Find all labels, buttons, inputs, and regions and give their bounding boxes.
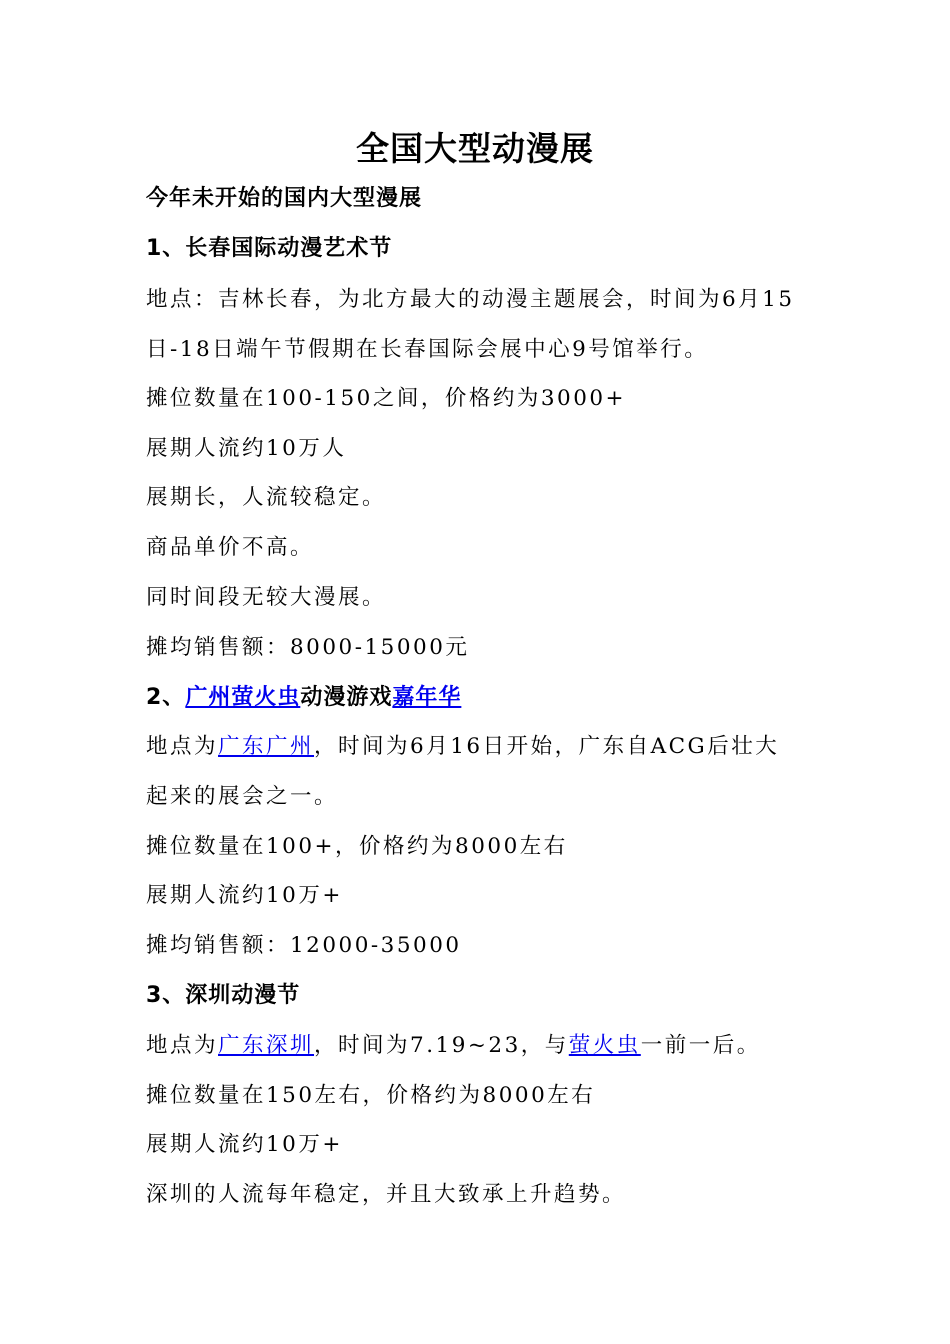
document-title: 全国大型动漫展 [356, 129, 594, 168]
section-2-location-prefix: 地点为 [146, 734, 219, 759]
guangdong-shenzhen-link[interactable]: 广东深圳 [218, 1033, 315, 1058]
section-2-location-line-2: 起来的展会之一。 [146, 784, 339, 809]
section-2-sales: 摊均销售额：12000-35000 [146, 933, 462, 958]
section-2-location-line-1 [146, 722, 816, 772]
section-3-trend: 深圳的人流每年稳定，并且大致承上升趋势。 [146, 1182, 627, 1207]
section-2-heading-middle: 动漫游戏 [300, 685, 393, 710]
section-1-competition-note: 同时间段无较大漫展。 [146, 585, 387, 610]
section-1-sales: 摊均销售额：8000-15000元 [146, 635, 470, 660]
section-3-traffic: 展期人流约10万+ [146, 1132, 343, 1157]
section-3-heading: 3、深圳动漫节 [146, 983, 301, 1008]
section-1-duration-note: 展期长，人流较稳定。 [146, 485, 387, 510]
section-1-location-line-2: 日-18日端午节假期在长春国际会展中心9号馆举行。 [146, 337, 709, 362]
firefly-link[interactable]: 萤火虫 [568, 1033, 641, 1058]
guangzhou-firefly-link[interactable]: 广州萤火虫 [185, 685, 301, 710]
subtitle: 今年未开始的国内大型漫展 [146, 186, 423, 211]
section-1-booths: 摊位数量在100-150之间，价格约为3000+ [146, 386, 627, 411]
section-3-location-prefix: 地点为 [146, 1033, 219, 1058]
section-3-location [146, 1021, 816, 1071]
section-3-location-suffix: 一前一后。 [640, 1033, 761, 1058]
section-3-location-middle: ，时间为7.19~23，与 [314, 1033, 569, 1058]
section-2-booths: 摊位数量在100+，价格约为8000左右 [146, 834, 568, 859]
section-1-location-line-1: 地点：吉林长春，为北方最大的动漫主题展会，时间为6月15 [146, 287, 795, 312]
section-2-heading-number: 2、 [146, 685, 186, 710]
section-1-heading: 1、长春国际动漫艺术节 [146, 236, 393, 261]
section-3-booths: 摊位数量在150左右，价格约为8000左右 [146, 1083, 596, 1108]
section-1-price-note: 商品单价不高。 [146, 535, 315, 560]
section-2-heading [146, 673, 816, 723]
guangdong-guangzhou-link[interactable]: 广东广州 [218, 734, 315, 759]
section-1-traffic: 展期人流约10万人 [146, 436, 347, 461]
section-2-traffic: 展期人流约10万+ [146, 883, 343, 908]
carnival-link[interactable]: 嘉年华 [392, 685, 462, 710]
section-2-location-suffix: ，时间为6月16日开始，广东自ACG后壮大 [314, 734, 780, 759]
